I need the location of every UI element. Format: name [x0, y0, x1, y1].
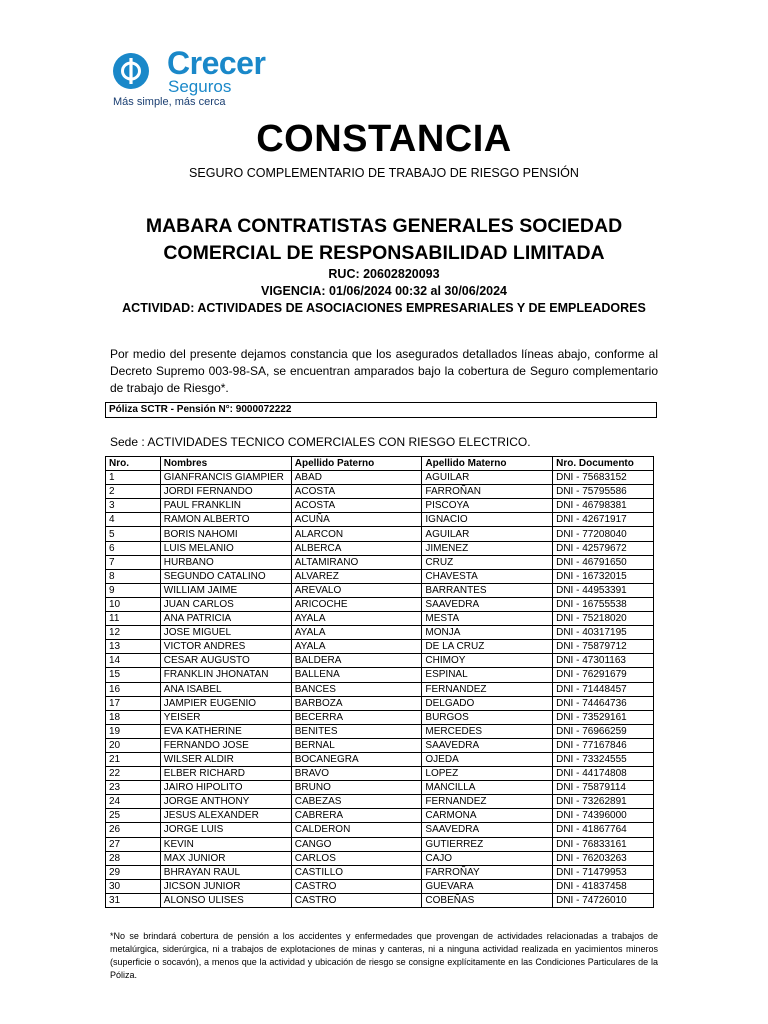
table-row: [106, 471, 654, 485]
cell-apellido-paterno: CABRERA: [291, 809, 422, 823]
cell-nro-documento: DNI - 74396000: [553, 809, 654, 823]
cell-nombres: JAIRO HIPOLITO: [160, 781, 291, 795]
table-row: [106, 696, 654, 710]
cell-nro: 26: [106, 823, 161, 837]
cell-apellido-materno: SAAVEDRA: [422, 738, 553, 752]
brand-logo: [112, 46, 302, 110]
cell-nro: 15: [106, 668, 161, 682]
cell-nombres: JICSON JUNIOR: [160, 879, 291, 893]
cell-nro-documento: DNI - 75879114: [553, 781, 654, 795]
cell-nro: 19: [106, 724, 161, 738]
cell-apellido-materno: IGNACIO: [422, 513, 553, 527]
cell-nro: 9: [106, 583, 161, 597]
cell-nro: 8: [106, 569, 161, 583]
cell-apellido-paterno: CASTILLO: [291, 865, 422, 879]
cell-nro: 6: [106, 541, 161, 555]
cell-apellido-paterno: BANCES: [291, 682, 422, 696]
cell-apellido-materno: CAJO: [422, 851, 553, 865]
cell-nombres: VICTOR ANDRES: [160, 640, 291, 654]
cell-apellido-materno: SAAVEDRA: [422, 597, 553, 611]
cell-apellido-paterno: CARLOS: [291, 851, 422, 865]
cell-apellido-materno: ESPINAL: [422, 668, 553, 682]
cell-nombres: JORGE LUIS: [160, 823, 291, 837]
cell-apellido-paterno: AYALA: [291, 626, 422, 640]
cell-nro: 13: [106, 640, 161, 654]
cell-apellido-paterno: CABEZAS: [291, 795, 422, 809]
table-row: [106, 555, 654, 569]
cell-nro: 23: [106, 781, 161, 795]
cell-apellido-materno: FARROÑAN: [422, 485, 553, 499]
cell-nro: 11: [106, 612, 161, 626]
cell-apellido-materno: AGUILAR: [422, 471, 553, 485]
policy-number-box: Póliza SCTR - Pensión N°: 9000072222: [105, 402, 657, 418]
cell-nro: 20: [106, 738, 161, 752]
table-row: [106, 654, 654, 668]
cell-nombres: PAUL FRANKLIN: [160, 499, 291, 513]
table-row: [106, 499, 654, 513]
cell-nro-documento: DNI - 41837458: [553, 879, 654, 893]
cell-nombres: CESAR AUGUSTO: [160, 654, 291, 668]
cell-apellido-paterno: BALLENA: [291, 668, 422, 682]
table-row: [106, 879, 654, 893]
table-row: [106, 752, 654, 766]
cell-apellido-paterno: CANGO: [291, 837, 422, 851]
header-apellido-paterno: Apellido Paterno: [291, 457, 422, 471]
cell-nombres: ANA PATRICIA: [160, 612, 291, 626]
cell-nro: 22: [106, 767, 161, 781]
cell-nombres: YEISER: [160, 710, 291, 724]
cell-nombres: WILSER ALDIR: [160, 752, 291, 766]
company-name: [130, 213, 638, 267]
cell-apellido-paterno: ARICOCHE: [291, 597, 422, 611]
cell-nro: 4: [106, 513, 161, 527]
cell-apellido-paterno: AYALA: [291, 612, 422, 626]
cell-nombres: JAMPIER EUGENIO: [160, 696, 291, 710]
cell-nro: 16: [106, 682, 161, 696]
cell-apellido-materno: BURGOS: [422, 710, 553, 724]
cell-apellido-paterno: BENITES: [291, 724, 422, 738]
cell-apellido-materno: LOPEZ: [422, 767, 553, 781]
cell-apellido-materno: GUEVARA: [422, 879, 553, 893]
cell-nombres: FERNANDO JOSE: [160, 738, 291, 752]
cell-apellido-materno: FARROÑAY: [422, 865, 553, 879]
cell-nro-documento: DNI - 75683152: [553, 471, 654, 485]
cell-nro-documento: DNI - 75795586: [553, 485, 654, 499]
cell-nro-documento: DNI - 76966259: [553, 724, 654, 738]
cell-nro-documento: DNI - 16732015: [553, 569, 654, 583]
cell-nro: 21: [106, 752, 161, 766]
cell-apellido-paterno: BERNAL: [291, 738, 422, 752]
header-apellido-materno: Apellido Materno: [422, 457, 553, 471]
cell-apellido-materno: FERNANDEZ: [422, 795, 553, 809]
cell-apellido-materno: PISCOYA: [422, 499, 553, 513]
ruc-line: RUC: 20602820093: [328, 267, 440, 281]
cell-apellido-materno: MONJA: [422, 626, 553, 640]
cell-nombres: WILLIAM JAIME: [160, 583, 291, 597]
cell-nro-documento: DNI - 44174808: [553, 767, 654, 781]
cell-nro-documento: DNI - 41867764: [553, 823, 654, 837]
cell-nro: 30: [106, 879, 161, 893]
cell-nombres: LUIS MELANIO: [160, 541, 291, 555]
cell-nombres: ELBER RICHARD: [160, 767, 291, 781]
company-name-line-2: COMERCIAL DE RESPONSABILIDAD LIMITADA: [163, 242, 605, 264]
table-row: [106, 640, 654, 654]
table-row: [106, 583, 654, 597]
cell-apellido-paterno: CALDERON: [291, 823, 422, 837]
table-row: [106, 513, 654, 527]
cell-apellido-paterno: BALDERA: [291, 654, 422, 668]
cell-nombres: EVA KATHERINE: [160, 724, 291, 738]
cell-apellido-paterno: ABAD: [291, 471, 422, 485]
cell-apellido-paterno: ALTAMIRANO: [291, 555, 422, 569]
cell-nombres: HURBANO: [160, 555, 291, 569]
cell-nro-documento: DNI - 46791650: [553, 555, 654, 569]
cell-nro: 25: [106, 809, 161, 823]
cell-apellido-paterno: ALARCON: [291, 527, 422, 541]
cell-nro-documento: DNI - 16755538: [553, 597, 654, 611]
cell-apellido-materno: DE LA CRUZ: [422, 640, 553, 654]
table-row: [106, 767, 654, 781]
footnote: *No se brindará cobertura de pensión a los accidentes y enfermedades que provengan de actividades relacionadas a trabajos de metalúrgica, siderúrgica, ni a trabajos de explotaciones de minas y canteras, ni a ninguna actividad realizada en yacimientos mineros (superficie o socavón), a menos que la actividad y ubicación de riesgo se consigne explícitamente en las Condiciones Particulares de la Póliza.: [110, 931, 658, 980]
table-row: [106, 527, 654, 541]
vigencia-line: VIGENCIA: 01/06/2024 00:32 al 30/06/2024: [261, 284, 507, 298]
cell-nro-documento: DNI - 75879712: [553, 640, 654, 654]
table-row: [106, 738, 654, 752]
cell-nro-documento: DNI - 71448457: [553, 682, 654, 696]
cell-apellido-paterno: ACOSTA: [291, 485, 422, 499]
cell-apellido-materno: MERCEDES: [422, 724, 553, 738]
intro-paragraph: Por medio del presente dejamos constancia que los asegurados detallados líneas abajo, conforme al Decreto Supremo 003-98-SA, se encuentran amparados bajo la cobertura de Seguro complementario de trabajo de Riesgo*.: [110, 347, 658, 395]
table-header-row: [106, 457, 654, 471]
cell-nro: 18: [106, 710, 161, 724]
cell-nombres: JORDI FERNANDO: [160, 485, 291, 499]
cell-nombres: ANA ISABEL: [160, 682, 291, 696]
brand-name: Crecer: [167, 45, 266, 81]
cell-apellido-materno: DELGADO: [422, 696, 553, 710]
brand-sub: Seguros: [168, 77, 232, 96]
cell-apellido-paterno: BRAVO: [291, 767, 422, 781]
cell-apellido-materno: CARMONA: [422, 809, 553, 823]
cell-apellido-materno: SAAVEDRA: [422, 823, 553, 837]
cell-nro-documento: DNI - 42671917: [553, 513, 654, 527]
cell-apellido-materno: JIMENEZ: [422, 541, 553, 555]
table-row: [106, 541, 654, 555]
cell-apellido-materno: MANCILLA: [422, 781, 553, 795]
cell-nro: 3: [106, 499, 161, 513]
cell-nombres: ALONSO ULISES: [160, 893, 291, 907]
cell-apellido-materno: GUTIERREZ: [422, 837, 553, 851]
cell-apellido-paterno: AREVALO: [291, 583, 422, 597]
cell-nro: 28: [106, 851, 161, 865]
table-row: [106, 851, 654, 865]
table-row: [106, 724, 654, 738]
cell-nro-documento: DNI - 71479953: [553, 865, 654, 879]
cell-nro: 31: [106, 893, 161, 907]
cell-apellido-paterno: CASTRO: [291, 879, 422, 893]
cell-nombres: KEVIN: [160, 837, 291, 851]
cell-apellido-paterno: ACOSTA: [291, 499, 422, 513]
table-row: [106, 569, 654, 583]
cell-nro-documento: DNI - 44953391: [553, 583, 654, 597]
cell-apellido-paterno: AYALA: [291, 640, 422, 654]
cell-nro: 2: [106, 485, 161, 499]
cell-nro-documento: DNI - 73529161: [553, 710, 654, 724]
cell-apellido-paterno: ACUÑA: [291, 513, 422, 527]
cell-apellido-paterno: ALVAREZ: [291, 569, 422, 583]
cell-nro-documento: DNI - 76291679: [553, 668, 654, 682]
cell-nro: 7: [106, 555, 161, 569]
cell-nro-documento: DNI - 47301163: [553, 654, 654, 668]
table-row: [106, 781, 654, 795]
cell-apellido-materno: BARRANTES: [422, 583, 553, 597]
cell-nro-documento: DNI - 46798381: [553, 499, 654, 513]
table-row: [106, 485, 654, 499]
cell-nro-documento: DNI - 75218020: [553, 612, 654, 626]
actividad-line: ACTIVIDAD: ACTIVIDADES DE ASOCIACIONES EMPRESARIALES Y DE EMPLEADORES: [122, 301, 646, 315]
cell-nro-documento: DNI - 74726010: [553, 893, 654, 907]
table-body: [106, 471, 654, 908]
insured-table: [105, 456, 654, 908]
cell-nombres: SEGUNDO CATALINO: [160, 569, 291, 583]
cell-nro-documento: DNI - 40317195: [553, 626, 654, 640]
cell-nombres: JORGE ANTHONY: [160, 795, 291, 809]
document-title: CONSTANCIA: [256, 118, 512, 160]
table-row: [106, 668, 654, 682]
cell-nro-documento: DNI - 73262891: [553, 795, 654, 809]
company-name-line-1: MABARA CONTRATISTAS GENERALES SOCIEDAD: [145, 215, 623, 237]
cell-nro: 5: [106, 527, 161, 541]
cell-apellido-paterno: BARBOZA: [291, 696, 422, 710]
cell-nro: 14: [106, 654, 161, 668]
table-row: [106, 597, 654, 611]
cell-nro-documento: DNI - 74464736: [553, 696, 654, 710]
cell-apellido-paterno: BECERRA: [291, 710, 422, 724]
cell-nro-documento: DNI - 76203263: [553, 851, 654, 865]
cell-nro: 24: [106, 795, 161, 809]
cell-nombres: FRANKLIN JHONATAN: [160, 668, 291, 682]
cell-nro: 10: [106, 597, 161, 611]
cell-nombres: GIANFRANCIS GIAMPIER: [160, 471, 291, 485]
document-subtitle: SEGURO COMPLEMENTARIO DE TRABAJO DE RIESGO PENSIÓN: [189, 166, 579, 180]
cell-nombres: JESUS ALEXANDER: [160, 809, 291, 823]
table-row: [106, 710, 654, 724]
cell-apellido-paterno: ALBERCA: [291, 541, 422, 555]
cell-nombres: RAMON ALBERTO: [160, 513, 291, 527]
header-nro-documento: Nro. Documento: [553, 457, 654, 471]
cell-apellido-materno: CRUZ: [422, 555, 553, 569]
cell-apellido-materno: FERNANDEZ: [422, 682, 553, 696]
cell-nro-documento: DNI - 73324555: [553, 752, 654, 766]
cell-nro-documento: DNI - 76833161: [553, 837, 654, 851]
cell-nro-documento: DNI - 42579672: [553, 541, 654, 555]
cell-apellido-materno: MESTA: [422, 612, 553, 626]
table-row: [106, 809, 654, 823]
header-nombres: Nombres: [160, 457, 291, 471]
crecer-logo-icon: [112, 52, 150, 90]
cell-nro: 27: [106, 837, 161, 851]
cell-nro: 1: [106, 471, 161, 485]
cell-apellido-paterno: BRUNO: [291, 781, 422, 795]
table-row: [106, 837, 654, 851]
table-row: [106, 865, 654, 879]
cell-apellido-materno: AGUILAR: [422, 527, 553, 541]
table-row: [106, 682, 654, 696]
cell-nombres: JUAN CARLOS: [160, 597, 291, 611]
table-row: [106, 795, 654, 809]
cell-apellido-paterno: CASTRO: [291, 893, 422, 907]
table-row: [106, 823, 654, 837]
cell-nombres: BORIS NAHOMI: [160, 527, 291, 541]
header-nro: Nro.: [106, 457, 161, 471]
cell-nro: 17: [106, 696, 161, 710]
cell-nombres: JOSE MIGUEL: [160, 626, 291, 640]
cell-nro-documento: DNI - 77167846: [553, 738, 654, 752]
table-row: [106, 612, 654, 626]
cell-apellido-materno: CHAVESTA: [422, 569, 553, 583]
cell-nro: 12: [106, 626, 161, 640]
cell-nombres: MAX JUNIOR: [160, 851, 291, 865]
cell-apellido-paterno: BOCANEGRA: [291, 752, 422, 766]
cell-apellido-materno: OJEDA: [422, 752, 553, 766]
cell-nro: 29: [106, 865, 161, 879]
table-row: [106, 626, 654, 640]
cell-apellido-materno: COBEÑAS: [422, 893, 553, 907]
cell-nombres: BHRAYAN RAUL: [160, 865, 291, 879]
cell-nro-documento: DNI - 77208040: [553, 527, 654, 541]
cell-apellido-materno: CHIMOY: [422, 654, 553, 668]
brand-tagline: Más simple, más cerca: [113, 96, 226, 108]
sede-line: Sede : ACTIVIDADES TECNICO COMERCIALES CON RIESGO ELECTRICO.: [110, 435, 531, 449]
table-row: [106, 893, 654, 907]
